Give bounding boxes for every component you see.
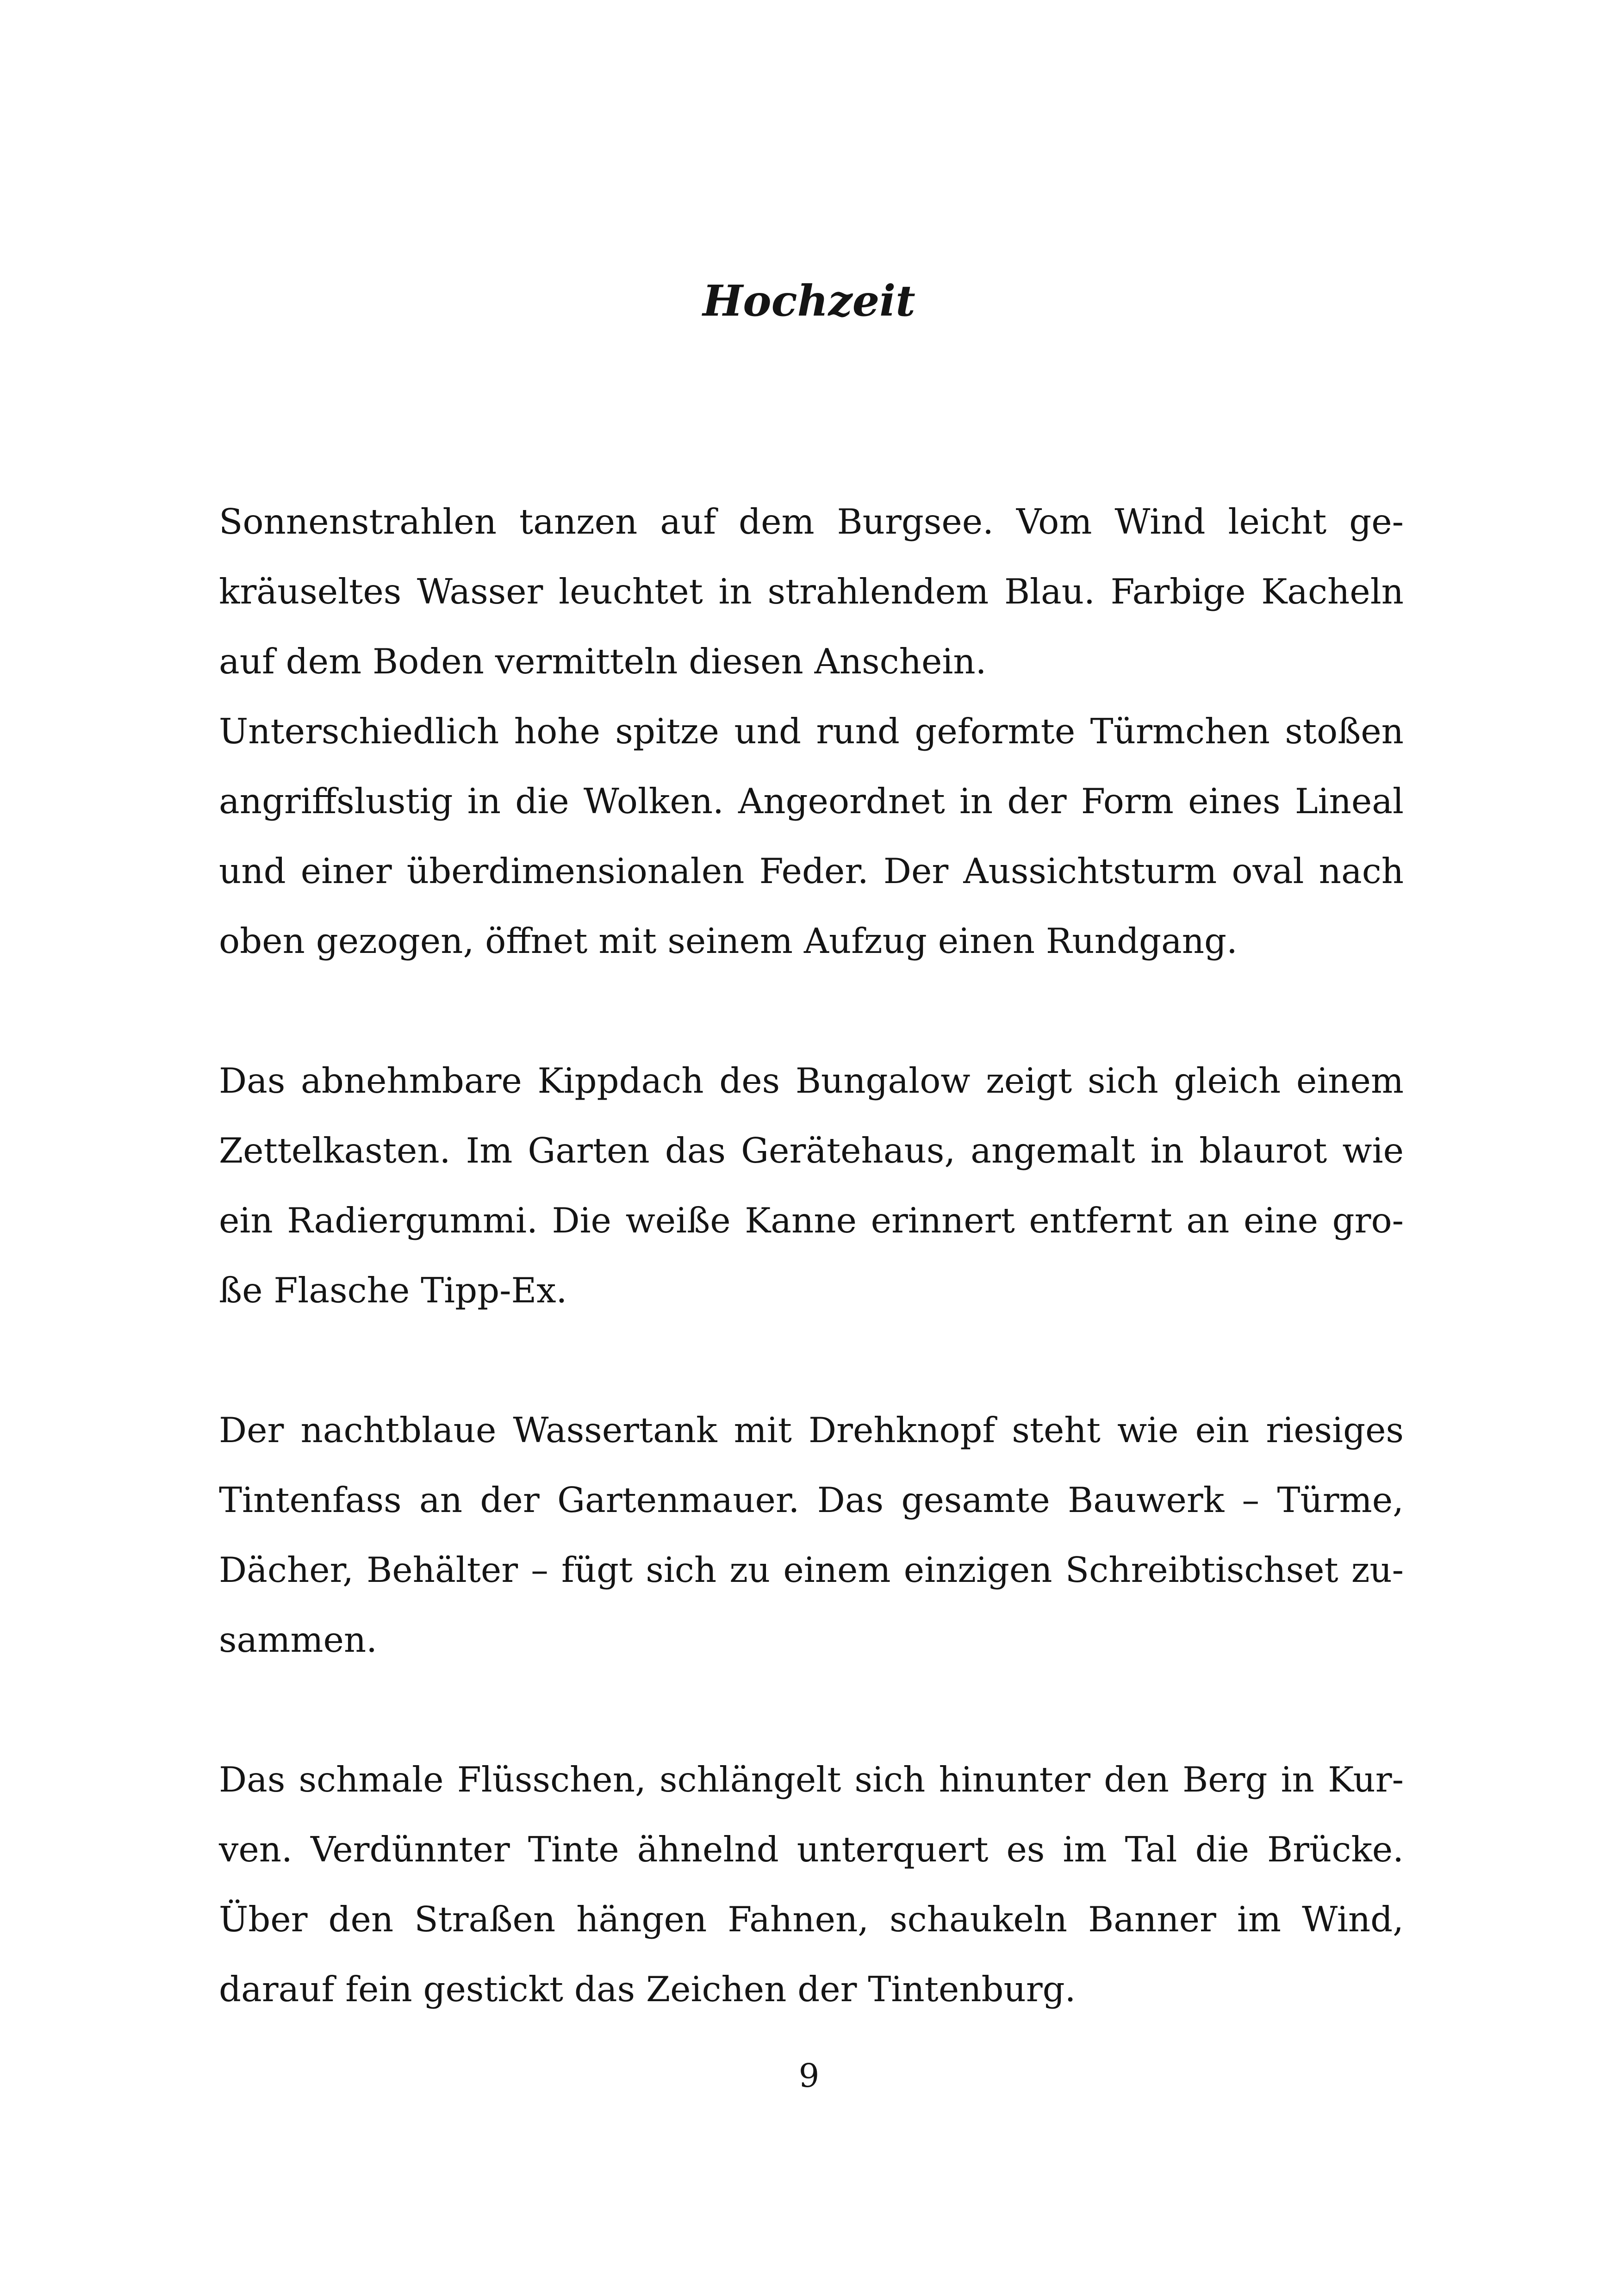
paragraph-gap	[219, 1675, 1404, 1745]
paragraph	[219, 487, 1404, 976]
text-line: sammen.	[219, 1619, 377, 1660]
text-line: darauf fein gestickt das Zeichen der Tintenburg.	[219, 1969, 1076, 2010]
text-line: Das abnehmbare Kippdach des Bungalow zeigt sich gleich einem	[219, 1060, 1404, 1101]
page-title: Hochzeit	[703, 276, 915, 326]
text-line: Sonnenstrahlen tanzen auf dem Burgsee. Vom Wind leicht ge-	[219, 501, 1404, 542]
text-line: Unterschiedlich hohe spitze und rund geformte Türmchen stoßen	[219, 711, 1404, 752]
text-line: ein Radiergummi. Die weiße Kanne erinnert entfernt an eine gro-	[219, 1200, 1404, 1241]
text-line: und einer überdimensionalen Feder. Der Aussichtsturm oval nach	[219, 851, 1404, 891]
text-line: angriffslustig in die Wolken. Angeordnet in der Form eines Lineal	[219, 781, 1404, 821]
paragraph	[219, 1745, 1404, 2024]
paragraph	[219, 1395, 1404, 1675]
text-line: Tintenfass an der Gartenmauer. Das gesamte Bauwerk – Türme,	[219, 1480, 1404, 1520]
text-line: ße Flasche Tipp-Ex.	[219, 1270, 567, 1311]
paragraph-gap	[219, 976, 1404, 1046]
text-line: Dächer, Behälter – fügt sich zu einem einzigen Schreibtischset zu-	[219, 1549, 1404, 1590]
page-number: 9	[798, 2057, 820, 2095]
paragraph	[219, 1046, 1404, 1325]
text-line: Zettelkasten. Im Garten das Gerätehaus, angemalt in blaurot wie	[219, 1130, 1404, 1171]
text-line: auf dem Boden vermitteln diesen Anschein.	[219, 641, 987, 682]
text-line: Über den Straßen hängen Fahnen, schaukeln Banner im Wind,	[219, 1899, 1404, 1940]
text-line: Das schmale Flüsschen, schlängelt sich hinunter den Berg in Kur-	[219, 1759, 1404, 1800]
text-line: Der nachtblaue Wassertank mit Drehknopf steht wie ein riesiges	[219, 1410, 1404, 1450]
body-text	[219, 487, 1404, 2024]
text-line: kräuseltes Wasser leuchtet in strahlendem Blau. Farbige Kacheln	[219, 571, 1404, 612]
text-line: ven. Verdünnter Tinte ähnelnd unterquert es im Tal die Brücke.	[219, 1829, 1404, 1870]
paragraph-gap	[219, 1325, 1404, 1395]
text-line: oben gezogen, öffnet mit seinem Aufzug einen Rundgang.	[219, 921, 1238, 961]
